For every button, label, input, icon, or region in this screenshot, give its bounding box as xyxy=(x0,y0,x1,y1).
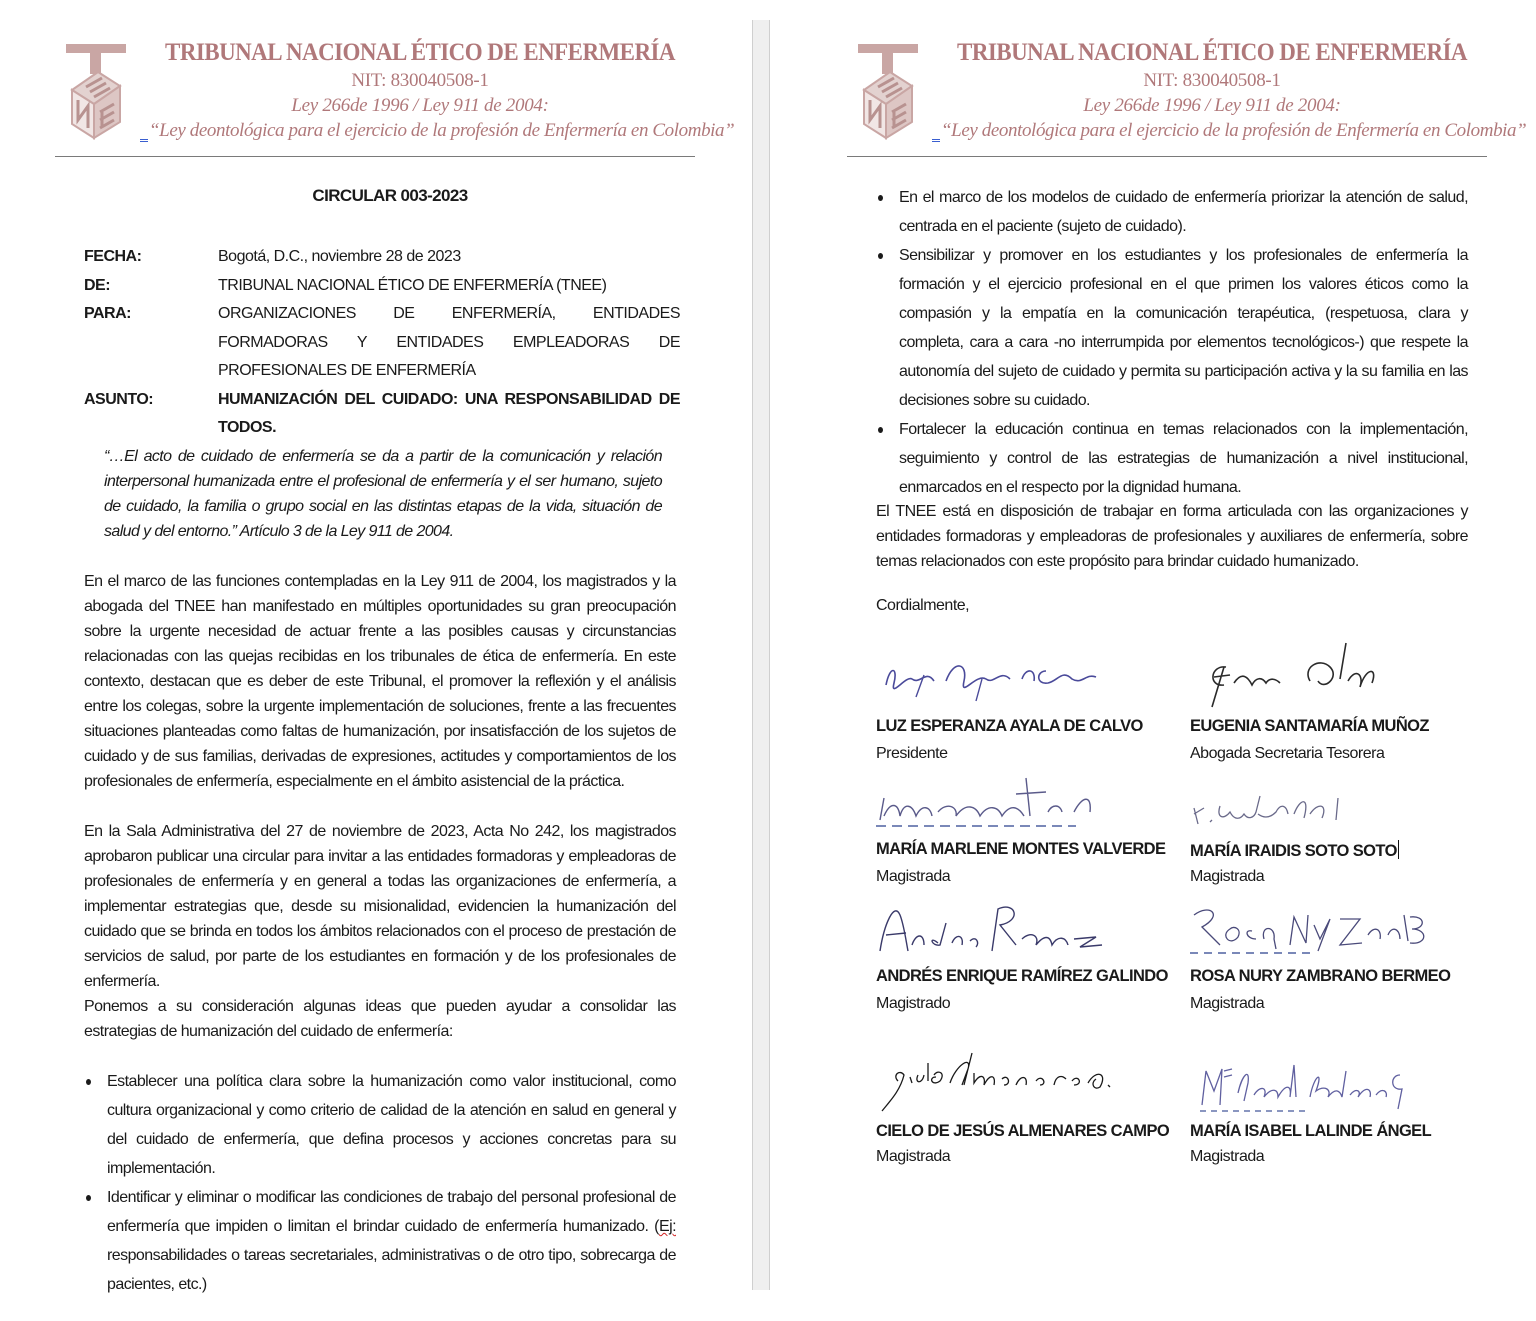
law-reference: Ley 266de 1996 / Ley 911 de 2004: xyxy=(1083,95,1341,116)
meta-row-asunto: ASUNTO: HUMANIZACIÓN DEL CUIDADO: UNA RESPONSABILIDAD DE TODOS. xyxy=(84,390,680,436)
tnee-logo-icon xyxy=(62,42,132,142)
handwritten-signature-icon xyxy=(876,768,1116,828)
signatory-name: ANDRÉS ENRIQUE RAMÍREZ GALINDO xyxy=(876,967,1168,985)
strategy-list-2 xyxy=(876,183,1468,502)
signatory-role: Presidente xyxy=(876,745,948,762)
signatory-role: Magistrada xyxy=(876,1148,951,1165)
letterhead xyxy=(50,38,735,160)
signatory-name: MARÍA ISABEL LALINDE ÁNGEL xyxy=(1190,1122,1432,1140)
handwritten-signature-icon xyxy=(1190,895,1430,955)
handwritten-signature-icon xyxy=(876,1045,1116,1115)
handwritten-signature-icon xyxy=(1190,637,1430,712)
signatory-role: Magistrada xyxy=(1190,868,1265,885)
header-rule xyxy=(847,156,1487,157)
signatory-name: MARÍA IRAIDIS SOTO SOTO xyxy=(1190,840,1399,861)
law-reference: Ley 266de 1996 / Ley 911 de 2004: xyxy=(291,95,549,116)
strategy-list-1 xyxy=(84,1067,676,1299)
document-page-2 xyxy=(842,0,1536,1321)
signatory-name: MARÍA MARLENE MONTES VALVERDE xyxy=(876,840,1166,858)
header-rule xyxy=(55,156,695,157)
memo-header xyxy=(84,243,680,443)
closing-paragraph: El TNEE está en disposición de trabajar en forma articulada con las organizaciones y entidades formadoras y empleadoras de profesionales y auxiliares de enfermería, sobre temas relacionados con este propósito para brindar cuidado humanizado. xyxy=(876,503,1468,570)
motto: “Ley deontológica para el ejercicio de la profesión de Enfermería en Colombia” xyxy=(932,118,1492,143)
handwritten-signature-icon xyxy=(1190,1055,1430,1115)
handwritten-signature-icon xyxy=(876,645,1116,705)
law-quote: “…El acto de cuidado de enfermería se da a partir de la comunicación y relación interpersonal humanizada entre el profesional de enfermería y el ser humano, sujeto de cuidado, la familia o grupo social en las distintas etapas de la vida, situación de salud y del entorno.” Artículo 3 de la Ley 911 de 2004. xyxy=(104,448,662,540)
signatory-name: EUGENIA SANTAMARÍA MUÑOZ xyxy=(1190,717,1429,735)
signatory-role: Magistrada xyxy=(1190,995,1265,1012)
anchor-mark-icon xyxy=(932,139,940,142)
list-item: Identificar y eliminar o modificar las condiciones de trabajo del personal profesional de enfermería que impiden o limitan el brindar cuidado de enfermería humanizado. (Ej: responsabilidades o tareas secretariales, administrativas o de otro tipo, sobrecarga de pacientes, etc.) xyxy=(84,1183,676,1299)
list-item: En el marco de los modelos de cuidado de enfermería priorizar la atención de salud, centrada en el paciente (sujeto de cuidado). xyxy=(876,183,1468,241)
signatory-role: Magistrado xyxy=(876,995,951,1012)
signatory-role: Abogada Secretaria Tesorera xyxy=(1190,745,1385,762)
signatory-role: Magistrada xyxy=(876,868,951,885)
tnee-logo-icon xyxy=(854,42,924,142)
organization-title: TRIBUNAL NACIONAL ÉTICO DE ENFERMERÍA xyxy=(957,39,1467,66)
nit: NIT: 830040508-1 xyxy=(1143,70,1281,91)
circular-title: CIRCULAR 003-2023 xyxy=(312,186,468,205)
organization-title: TRIBUNAL NACIONAL ÉTICO DE ENFERMERÍA xyxy=(165,39,675,66)
spellcheck-flag: Ej: xyxy=(658,1218,676,1235)
motto: “Ley deontológica para el ejercicio de la profesión de Enfermería en Colombia” xyxy=(140,118,700,143)
signatory-name: LUZ ESPERANZA AYALA DE CALVO xyxy=(876,717,1143,735)
handwritten-signature-icon xyxy=(1190,768,1430,828)
list-item: Sensibilizar y promover en los estudiantes y los profesionales de enfermería la formación y el ejercicio profesional en el que primen los valores éticos como la compasión y la empatía en la comunicación terapéutica, (respetuosa, clara y completa, cara a cara -no interrumpida por elementos tecnológicos-) que respete la autonomía del sujeto de cuidado y permita su participación activa y la su familia en las decisiones sobre su cuidado. xyxy=(876,241,1468,415)
signatory-role: Magistrada xyxy=(1190,1148,1265,1165)
meta-row-para: PARA: ORGANIZACIONES DE ENFERMERÍA, ENTIDADES FORMADORAS Y ENTIDADES EMPLEADORAS DE PROFESIONALES DE ENFERMERÍA xyxy=(84,305,680,379)
salutation: Cordialmente, xyxy=(876,597,970,614)
list-item: Fortalecer la educación continua en temas relacionados con la implementación, seguimiento y control de las estrategias de humanización a nivel institucional, enmarcados en el respecto por la dignidad humana. xyxy=(876,415,1468,502)
signatory-name: ROSA NURY ZAMBRANO BERMEO xyxy=(1190,967,1451,985)
paragraph-3: Ponemos a su consideración algunas ideas que pueden ayudar a consolidar las estrategias de humanización del cuidado de enfermería: xyxy=(84,998,676,1040)
signatory-name: CIELO DE JESÚS ALMENARES CAMPO xyxy=(876,1122,1170,1140)
nit: NIT: 830040508-1 xyxy=(351,70,489,91)
anchor-mark-icon xyxy=(140,139,148,142)
meta-row-de: DE: TRIBUNAL NACIONAL ÉTICO DE ENFERMERÍA (TNEE) xyxy=(84,276,607,294)
meta-row-fecha: FECHA: Bogotá, D.C., noviembre 28 de 2023 xyxy=(84,248,461,265)
handwritten-signature-icon xyxy=(876,895,1116,955)
paragraph-2: En la Sala Administrativa del 27 de noviembre de 2023, Acta No 242, los magistrados aprobaron publicar una circular para invitar a las entidades formadoras y empleadoras de profesionales de enfermería y en general a todas las organizaciones de enfermería, a implementar estrategias que, desde su misionalidad, evidencien la humanización del cuidado que se brinda en todos los ámbitos relacionados con el proceso de prestación de servicios de salud, por parte de los estudiantes en formación y de los profesionales de enfermería. xyxy=(84,823,676,990)
text-cursor xyxy=(1398,840,1400,859)
page-divider xyxy=(752,20,770,1290)
paragraph-1: En el marco de las funciones contempladas en la Ley 911 de 2004, los magistrados y la abogada del TNEE han manifestado en múltiples oportunidades su gran preocupación sobre la urgente necesidad de actuar frente a las posibles causas y circunstancias relacionadas con las quejas recibidas en los tribunales de ética de enfermería. En este contexto, destacan que es deber de este Tribunal, el promover la reflexión y el análisis entre los colegas, sobre la urgente implementación de soluciones, frente a las frecuentes situaciones planteadas como faltas de humanización, por insatisfacción de los sujetos de cuidado y de sus familias, derivadas de expresiones, actitudes y comportamientos de los profesionales de enfermería, especialmente en el ámbito asistencial de la práctica. xyxy=(84,573,676,790)
letterhead xyxy=(842,38,1527,160)
list-item: Establecer una política clara sobre la humanización como valor institucional, como cultura organizacional y como criterio de calidad de la atención en salud en general y del cuidado de enfermería, que defina procesos y acciones concretas para su implementación. xyxy=(84,1067,676,1183)
document-page-1 xyxy=(50,0,750,1321)
